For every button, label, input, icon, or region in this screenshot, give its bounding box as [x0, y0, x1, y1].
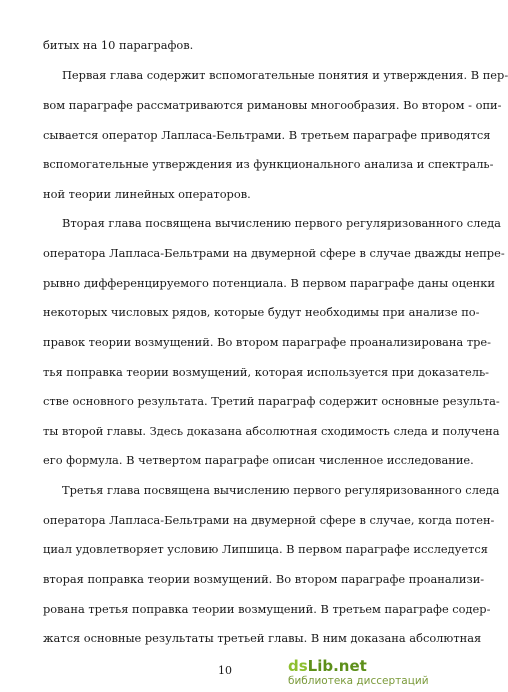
text-line: вторая поправка теории возмущений. Во втором параграфе проанализи-: [43, 572, 485, 586]
text-line: стве основного результата. Третий параграф содержит основные результа-: [43, 394, 500, 408]
text-line: некоторых числовых рядов, которые будут необходимы при анализе по-: [43, 305, 480, 319]
text-line: Вторая глава посвящена вычислению первого регуляризованного следа: [62, 216, 501, 230]
text-line: правок теории возмущений. Во втором параграфе проанализирована тре-: [43, 335, 492, 349]
watermark[interactable]: [288, 658, 438, 688]
text-line: рована третья поправка теории возмущений. В третьем параграфе содер-: [43, 602, 491, 616]
watermark-subtitle: библиотека диссертаций: [288, 675, 429, 687]
logo-suffix: Lib.net: [307, 657, 367, 675]
watermark-logo: [288, 658, 367, 675]
text-line: Первая глава содержит вспомогательные понятия и утверждения. В пер-: [62, 68, 508, 82]
text-line: вспомогательные утверждения из функционального анализа и спектраль-: [43, 157, 494, 171]
text-line: циал удовлетворяет условию Липшица. В первом параграфе исследуется: [43, 542, 488, 556]
text-line: битых на 10 параграфов.: [43, 38, 194, 52]
text-line: сывается оператор Лапласа-Бельтрами. В третьем параграфе приводятся: [43, 128, 491, 142]
text-line: Третья глава посвящена вычислению первого регуляризованного следа: [62, 483, 500, 497]
text-line: рывно дифференцируемого потенциала. В первом параграфе даны оценки: [43, 276, 495, 290]
page-number: 10: [218, 664, 232, 677]
text-line: жатся основные результаты третьей главы. В ним доказана абсолютная: [43, 631, 482, 645]
logo-prefix: ds: [288, 657, 308, 675]
text-line: тья поправка теории возмущений, которая используется при доказатель-: [43, 365, 490, 379]
text-line: ты второй главы. Здесь доказана абсолютная сходимость следа и получена: [43, 424, 500, 438]
text-line: оператора Лапласа-Бельтрами на двумерной сфере в случае, когда потен-: [43, 513, 495, 527]
text-line: оператора Лапласа-Бельтрами на двумерной сфере в случае дважды непре-: [43, 246, 505, 260]
text-line: его формула. В четвертом параграфе описан численное исследование.: [43, 453, 474, 467]
text-line: вом параграфе рассматриваются римановы многообразия. Во втором - опи-: [43, 98, 502, 112]
text-line: ной теории линейных операторов.: [43, 187, 251, 201]
